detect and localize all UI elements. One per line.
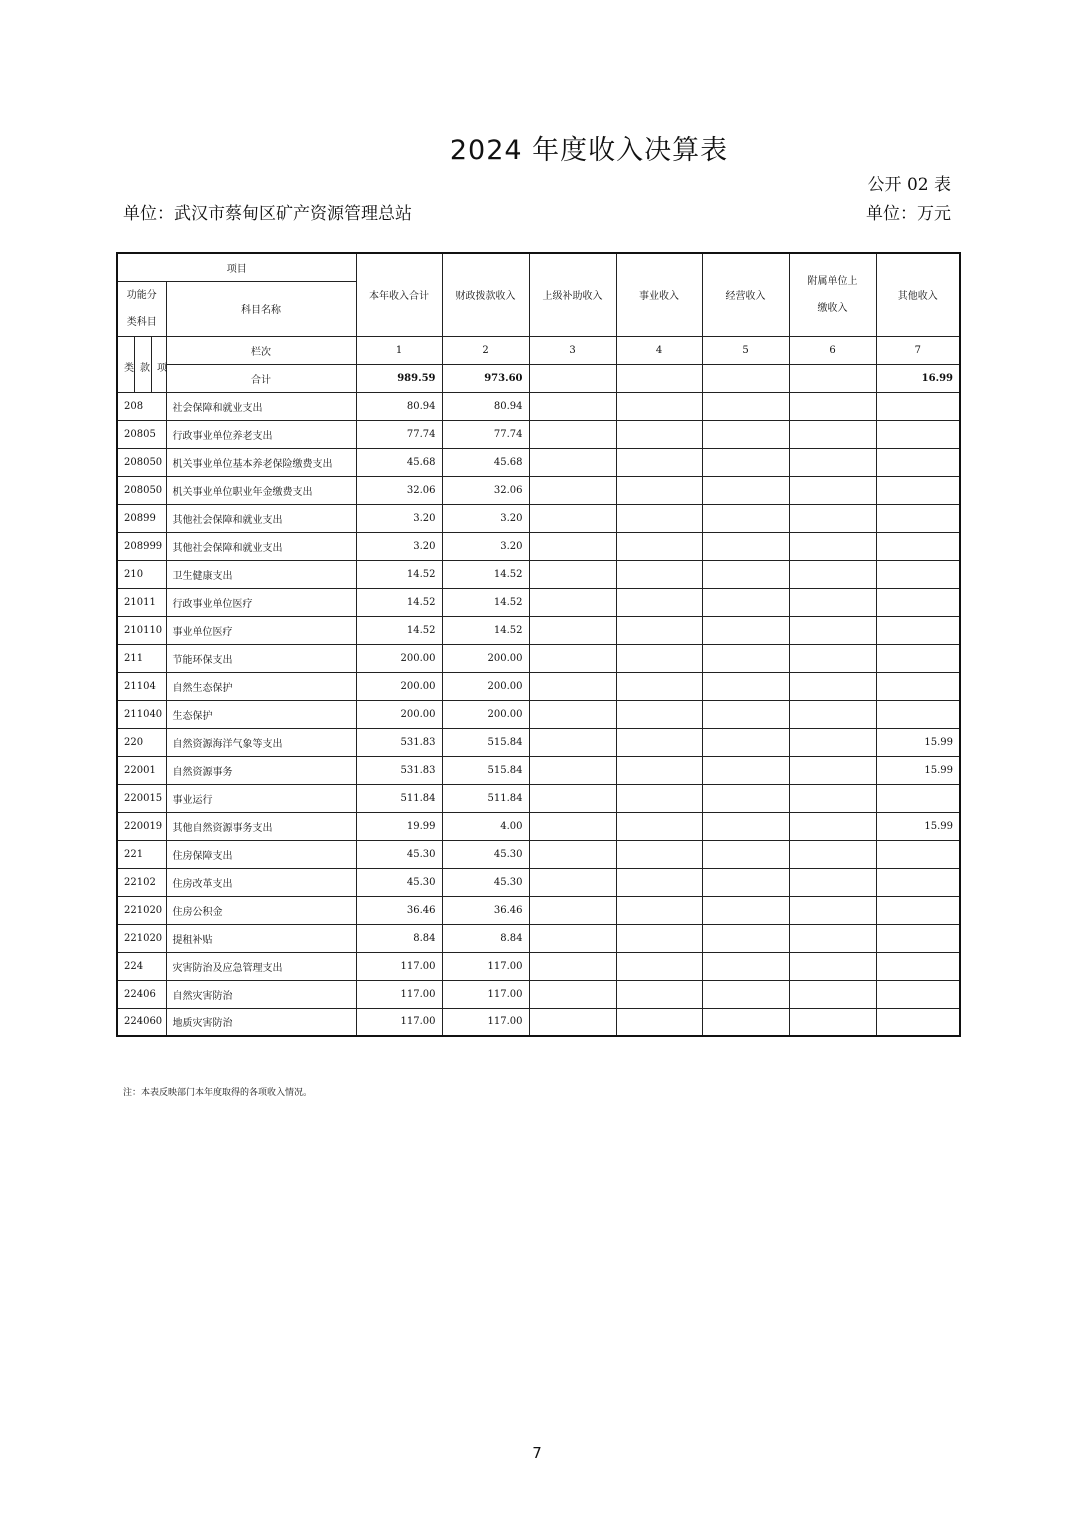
amount-cell: 3.20 [356,532,442,560]
header-lei-kuan-xiang [117,336,166,392]
amount-cell [702,1008,789,1036]
subject-code: 211040 [117,700,166,728]
amount-cell [789,588,876,616]
amount-cell: 45.30 [442,840,529,868]
table-row [117,980,960,1008]
amount-cell [876,504,960,532]
amount-cell [702,784,789,812]
table-row [117,784,960,812]
amount-cell [789,868,876,896]
amount-cell [529,980,616,1008]
amount-cell [876,588,960,616]
amount-cell [789,728,876,756]
amount-cell [789,896,876,924]
amount-cell [789,644,876,672]
header-subject-name: 科目名称 [166,281,356,336]
header-col-1: 本年收入合计 [356,253,442,336]
amount-cell [616,588,702,616]
table-row [117,420,960,448]
header-project: 项目 [117,253,356,281]
amount-cell [789,448,876,476]
amount-cell [789,504,876,532]
amount-cell: 45.68 [356,448,442,476]
amount-cell [529,532,616,560]
amount-cell [702,980,789,1008]
amount-cell [529,784,616,812]
amount-cell [529,672,616,700]
amount-cell [616,756,702,784]
amount-cell [702,392,789,420]
subject-name: 卫生健康支出 [166,560,356,588]
subject-code: 21104 [117,672,166,700]
table-row [117,448,960,476]
amount-cell [876,476,960,504]
amount-cell [702,588,789,616]
amount-cell [529,896,616,924]
amount-cell [616,476,702,504]
subject-name: 事业单位医疗 [166,616,356,644]
amount-cell [529,756,616,784]
amount-cell: 200.00 [356,672,442,700]
header-func-class: 功能分类科目 [117,281,166,336]
amount-cell: 515.84 [442,756,529,784]
amount-cell [616,420,702,448]
table-row [117,616,960,644]
amount-cell [702,532,789,560]
amount-cell [876,560,960,588]
page-number: 7 [532,1444,542,1462]
amount-cell [789,476,876,504]
amount-cell: 14.52 [442,588,529,616]
header-col-2: 财政拨款收入 [442,253,529,336]
amount-cell: 117.00 [442,952,529,980]
amount-cell [616,980,702,1008]
subject-name: 自然资源事务 [166,756,356,784]
table-row [117,868,960,896]
amount-cell: 14.52 [442,560,529,588]
subject-code: 224060 [117,1008,166,1036]
header-lanci: 栏次 [166,336,356,364]
total-value [529,364,616,392]
amount-cell [529,476,616,504]
total-value: 973.60 [442,364,529,392]
amount-cell: 8.84 [356,924,442,952]
amount-cell [789,756,876,784]
amount-cell: 515.84 [442,728,529,756]
amount-cell [529,840,616,868]
subject-code: 20899 [117,504,166,532]
subject-code: 22102 [117,868,166,896]
amount-cell: 19.99 [356,812,442,840]
amount-cell [529,952,616,980]
amount-cell: 531.83 [356,728,442,756]
amount-cell [876,784,960,812]
subject-code: 224 [117,952,166,980]
subject-code: 208050 [117,448,166,476]
subject-code: 22001 [117,756,166,784]
amount-cell: 511.84 [442,784,529,812]
subject-code: 208999 [117,532,166,560]
subject-code: 20805 [117,420,166,448]
table-row [117,532,960,560]
subject-name: 行政事业单位养老支出 [166,420,356,448]
subject-name: 其他自然资源事务支出 [166,812,356,840]
subject-name: 其他社会保障和就业支出 [166,532,356,560]
amount-cell: 45.68 [442,448,529,476]
amount-cell: 117.00 [442,980,529,1008]
table-row [117,812,960,840]
amount-cell [789,952,876,980]
amount-cell [529,504,616,532]
amount-cell: 15.99 [876,728,960,756]
table-row [117,952,960,980]
amount-cell [876,616,960,644]
amount-cell [702,504,789,532]
amount-cell [876,896,960,924]
amount-cell [702,952,789,980]
income-table [116,252,961,1037]
amount-cell [529,644,616,672]
amount-cell [702,756,789,784]
amount-cell [529,560,616,588]
amount-cell [702,616,789,644]
amount-cell [616,952,702,980]
amount-cell [702,924,789,952]
reporting-unit: 单位：武汉市蔡甸区矿产资源管理总站 [123,204,412,224]
amount-cell [529,616,616,644]
amount-cell [529,1008,616,1036]
table-row [117,392,960,420]
amount-cell [789,784,876,812]
amount-cell [702,840,789,868]
amount-cell: 200.00 [442,672,529,700]
subject-name: 提租补贴 [166,924,356,952]
table-row [117,504,960,532]
amount-cell: 32.06 [442,476,529,504]
amount-cell [789,812,876,840]
header-col-3: 上级补助收入 [529,253,616,336]
amount-cell: 77.74 [442,420,529,448]
amount-cell [876,980,960,1008]
col-number: 6 [789,336,876,364]
amount-cell: 4.00 [442,812,529,840]
amount-cell [702,420,789,448]
amount-cell: 117.00 [442,1008,529,1036]
subject-name: 生态保护 [166,700,356,728]
subject-name: 事业运行 [166,784,356,812]
amount-cell: 200.00 [356,700,442,728]
amount-cell [529,392,616,420]
subject-name: 住房保障支出 [166,840,356,868]
total-label: 合计 [166,364,356,392]
subject-code: 211 [117,644,166,672]
amount-cell [616,644,702,672]
subject-code: 220019 [117,812,166,840]
table-row [117,756,960,784]
header-col-7: 其他收入 [876,253,960,336]
amount-cell [876,448,960,476]
amount-cell [529,588,616,616]
table-row [117,896,960,924]
col-number: 7 [876,336,960,364]
subject-code: 221020 [117,896,166,924]
amount-cell [702,896,789,924]
amount-cell [789,924,876,952]
amount-cell [876,644,960,672]
total-value [789,364,876,392]
amount-cell [529,420,616,448]
amount-cell [616,1008,702,1036]
amount-cell: 45.30 [442,868,529,896]
table-row [117,560,960,588]
amount-cell [702,476,789,504]
amount-cell [876,1008,960,1036]
amount-cell [616,868,702,896]
amount-cell [702,700,789,728]
amount-cell: 8.84 [442,924,529,952]
amount-cell [616,504,702,532]
header-col-5: 经营收入 [702,253,789,336]
amount-cell [529,728,616,756]
total-value [702,364,789,392]
header-col-6: 附属单位上缴收入 [789,253,876,336]
amount-cell [702,812,789,840]
amount-cell [789,1008,876,1036]
amount-cell [876,700,960,728]
page-title: 2024 年度收入决算表 [449,135,729,166]
amount-cell [702,448,789,476]
subject-code: 220 [117,728,166,756]
col-number: 4 [616,336,702,364]
subject-name: 地质灾害防治 [166,1008,356,1036]
table-row [117,588,960,616]
subject-code: 221 [117,840,166,868]
amount-cell [616,896,702,924]
amount-cell: 117.00 [356,980,442,1008]
col-number: 3 [529,336,616,364]
amount-cell [529,812,616,840]
amount-cell [789,672,876,700]
subject-code: 210110 [117,616,166,644]
amount-cell [616,560,702,588]
amount-cell [876,672,960,700]
table-row [117,1008,960,1036]
amount-cell [616,448,702,476]
amount-cell: 200.00 [442,644,529,672]
subject-name: 社会保障和就业支出 [166,392,356,420]
amount-cell: 45.30 [356,840,442,868]
amount-cell [702,728,789,756]
header-kuan: 款 [140,362,150,374]
subject-code: 21011 [117,588,166,616]
amount-cell: 15.99 [876,756,960,784]
amount-cell: 3.20 [442,532,529,560]
amount-cell: 80.94 [356,392,442,420]
subject-code: 208050 [117,476,166,504]
amount-cell [616,728,702,756]
table-row [117,924,960,952]
amount-cell: 117.00 [356,952,442,980]
subject-code: 208 [117,392,166,420]
amount-cell: 80.94 [442,392,529,420]
amount-cell [789,560,876,588]
amount-cell [789,840,876,868]
amount-cell [876,392,960,420]
subject-name: 灾害防治及应急管理支出 [166,952,356,980]
amount-cell: 3.20 [442,504,529,532]
amount-cell [616,924,702,952]
total-value [616,364,702,392]
amount-cell: 14.52 [442,616,529,644]
total-row [117,364,960,392]
amount-cell [702,868,789,896]
col-number: 5 [702,336,789,364]
amount-cell [616,616,702,644]
subject-name: 自然生态保护 [166,672,356,700]
amount-cell [616,784,702,812]
amount-cell: 77.74 [356,420,442,448]
amount-cell [616,840,702,868]
subject-name: 行政事业单位医疗 [166,588,356,616]
amount-cell [529,868,616,896]
table-row [117,672,960,700]
amount-cell: 14.52 [356,616,442,644]
amount-cell [876,868,960,896]
amount-cell: 117.00 [356,1008,442,1036]
amount-cell [789,616,876,644]
subject-name: 住房公积金 [166,896,356,924]
subject-name: 机关事业单位职业年金缴费支出 [166,476,356,504]
amount-cell [876,952,960,980]
table-row [117,840,960,868]
form-number: 公开 02 表 [867,175,951,195]
amount-cell: 200.00 [442,700,529,728]
header-lei: 类 [124,362,134,374]
table-row [117,700,960,728]
amount-cell [789,532,876,560]
amount-cell [789,392,876,420]
header-xiang: 项 [157,362,167,374]
subject-name: 自然灾害防治 [166,980,356,1008]
currency-unit: 单位：万元 [866,204,951,224]
amount-cell [876,532,960,560]
amount-cell [529,700,616,728]
amount-cell [789,700,876,728]
amount-cell [529,924,616,952]
amount-cell: 36.46 [356,896,442,924]
amount-cell [789,420,876,448]
amount-cell: 14.52 [356,560,442,588]
subject-name: 节能环保支出 [166,644,356,672]
subject-name: 其他社会保障和就业支出 [166,504,356,532]
subject-code: 22406 [117,980,166,1008]
amount-cell: 3.20 [356,504,442,532]
amount-cell [702,672,789,700]
amount-cell [876,924,960,952]
table-row [117,728,960,756]
col-number: 1 [356,336,442,364]
table-row [117,476,960,504]
table-note: 注：本表反映部门本年度取得的各项收入情况。 [123,1088,313,1098]
amount-cell [876,420,960,448]
amount-cell [529,448,616,476]
amount-cell [616,672,702,700]
total-value: 16.99 [876,364,960,392]
subject-code: 210 [117,560,166,588]
total-value: 989.59 [356,364,442,392]
col-number: 2 [442,336,529,364]
amount-cell: 511.84 [356,784,442,812]
subject-name: 自然资源海洋气象等支出 [166,728,356,756]
amount-cell: 200.00 [356,644,442,672]
amount-cell: 531.83 [356,756,442,784]
subject-code: 221020 [117,924,166,952]
header-col-4: 事业收入 [616,253,702,336]
amount-cell: 15.99 [876,812,960,840]
amount-cell: 45.30 [356,868,442,896]
amount-cell [616,532,702,560]
amount-cell [616,812,702,840]
amount-cell [616,392,702,420]
amount-cell: 36.46 [442,896,529,924]
amount-cell: 14.52 [356,588,442,616]
amount-cell [702,560,789,588]
amount-cell [789,980,876,1008]
subject-name: 机关事业单位基本养老保险缴费支出 [166,448,356,476]
amount-cell: 32.06 [356,476,442,504]
table-row [117,644,960,672]
subject-name: 住房改革支出 [166,868,356,896]
amount-cell [616,700,702,728]
amount-cell [876,840,960,868]
amount-cell [702,644,789,672]
subject-code: 220015 [117,784,166,812]
